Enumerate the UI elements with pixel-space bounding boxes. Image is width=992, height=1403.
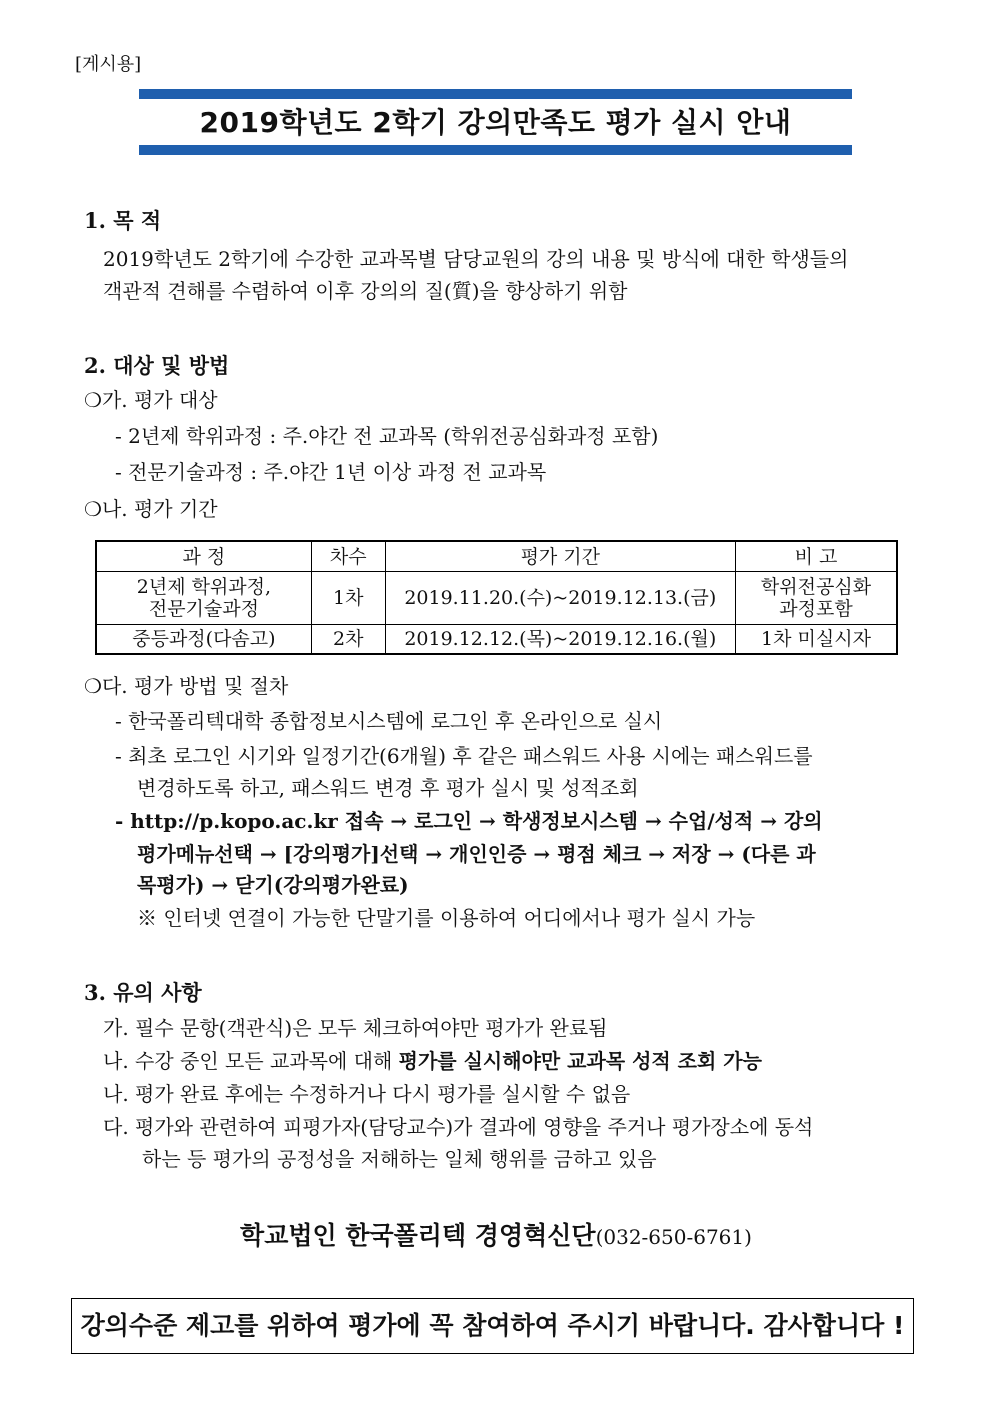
subsection-da [84,669,288,703]
evaluation-period-table [95,540,898,655]
table-cell-note: 1차 미실시자 [735,625,897,654]
caution-item-2 [103,1044,762,1078]
table-header: 평가 기간 [385,541,735,572]
method-note: ※ 인터넷 연결이 가능한 단말기를 이용하여 어디에서나 평가 실시 가능 [137,906,756,930]
section1-heading: 1. 목 적 [84,208,162,233]
bullet-icon: ❍ [84,674,102,698]
table-cell-period: 2019.12.12.(목)~2019.12.16.(월) [385,625,735,654]
course-line2: 전문기술과정 [148,598,259,620]
note-line2: 과정포함 [779,598,853,620]
table-cell-period: 2019.11.20.(수)~2019.12.13.(금) [385,572,735,625]
caution-item-3: 나. 평가 완료 후에는 수정하거나 다시 평가를 실시할 수 없음 [103,1082,631,1106]
table-cell-course: 중등과정(다솜고) [96,625,311,654]
subsection-ga-title: 가. 평가 대상 [101,388,218,412]
table-cell-course [96,572,311,625]
section1-text-line2: 객관적 견해를 수렴하여 이후 강의의 질(質)을 향상하기 위함 [103,279,628,303]
issuer-phone: (032-650-6761) [595,1225,752,1249]
posting-tag: [게시용] [75,54,142,75]
issuer [0,1216,992,1252]
table-header: 과 정 [96,541,311,572]
caution-item-2-text: 나. 수강 중인 모든 교과목에 대해 [103,1049,399,1073]
table-row [96,625,897,654]
method-item-3-line1: - http://p.kopo.ac.kr 접속 → 로그인 → 학생정보시스템 → 수업/성적 → 강의 [115,809,823,833]
subsection-ga [84,383,218,417]
section2-heading: 2. 대상 및 방법 [84,353,230,378]
issuer-name: 학교법인 한국폴리텍 경영혁신단 [240,1221,596,1250]
subsection-na [84,492,218,526]
closing-message: 강의수준 제고를 위하여 평가에 꼭 참여하여 주시기 바랍니다. 감사합니다 ! [71,1298,914,1354]
table-cell-note [735,572,897,625]
caution-item-4-line2: 하는 등 평가의 공정성을 저해하는 일체 행위를 금하고 있음 [142,1147,657,1171]
method-item-2-line1: - 최초 로그인 시기와 일정기간(6개월) 후 같은 패스워드 사용 시에는 패스워드를 [115,744,813,768]
table-row [96,572,897,625]
target-item-2: - 전문기술과정 : 주.야간 1년 이상 과정 전 교과목 [115,460,547,484]
caution-item-4-line1: 다. 평가와 관련하여 피평가자(담당교수)가 결과에 영향을 주거나 평가장소에 동석 [103,1115,814,1139]
section1-text-line1: 2019학년도 2학기에 수강한 교과목별 담당교원의 강의 내용 및 방식에 대한 학생들의 [103,247,849,271]
method-item-2-line2: 변경하도록 하고, 패스워드 변경 후 평가 실시 및 성적조회 [137,776,639,800]
target-item-1: - 2년제 학위과정 : 주.야간 전 교과목 (학위전공심화과정 포함) [115,424,659,448]
table-header: 비 고 [735,541,897,572]
subsection-na-title: 나. 평가 기간 [101,497,218,521]
method-item-3-line2: 평가메뉴선택 → [강의평가]선택 → 개인인증 → 평점 체크 → 저장 → (다른 과 [137,842,816,866]
note-line1: 학위전공심화 [760,576,872,598]
caution-item-2-emphasis: 평가를 실시해야만 교과목 성적 조회 가능 [398,1049,762,1073]
page-title: 2019학년도 2학기 강의만족도 평가 실시 안내 [199,106,792,139]
course-line1: 2년제 학위과정, [136,576,272,598]
title-bar-bottom [139,145,852,155]
caution-item-1: 가. 필수 문항(객관식)은 모두 체크하여야만 평가가 완료됨 [103,1016,608,1040]
method-item-3-line3: 목평가) → 닫기(강의평가완료) [137,873,409,897]
table-header-row [96,541,897,572]
title-bar-top [139,89,852,99]
method-item-1: - 한국폴리텍대학 종합정보시스템에 로그인 후 온라인으로 실시 [115,709,663,733]
bullet-icon: ❍ [84,388,102,412]
section3-heading: 3. 유의 사항 [84,980,202,1005]
subsection-da-title: 다. 평가 방법 및 절차 [101,674,289,698]
table-cell-round: 1차 [311,572,385,625]
table-cell-round: 2차 [311,625,385,654]
table-header: 차수 [311,541,385,572]
title-banner [139,89,852,155]
bullet-icon: ❍ [84,497,102,521]
